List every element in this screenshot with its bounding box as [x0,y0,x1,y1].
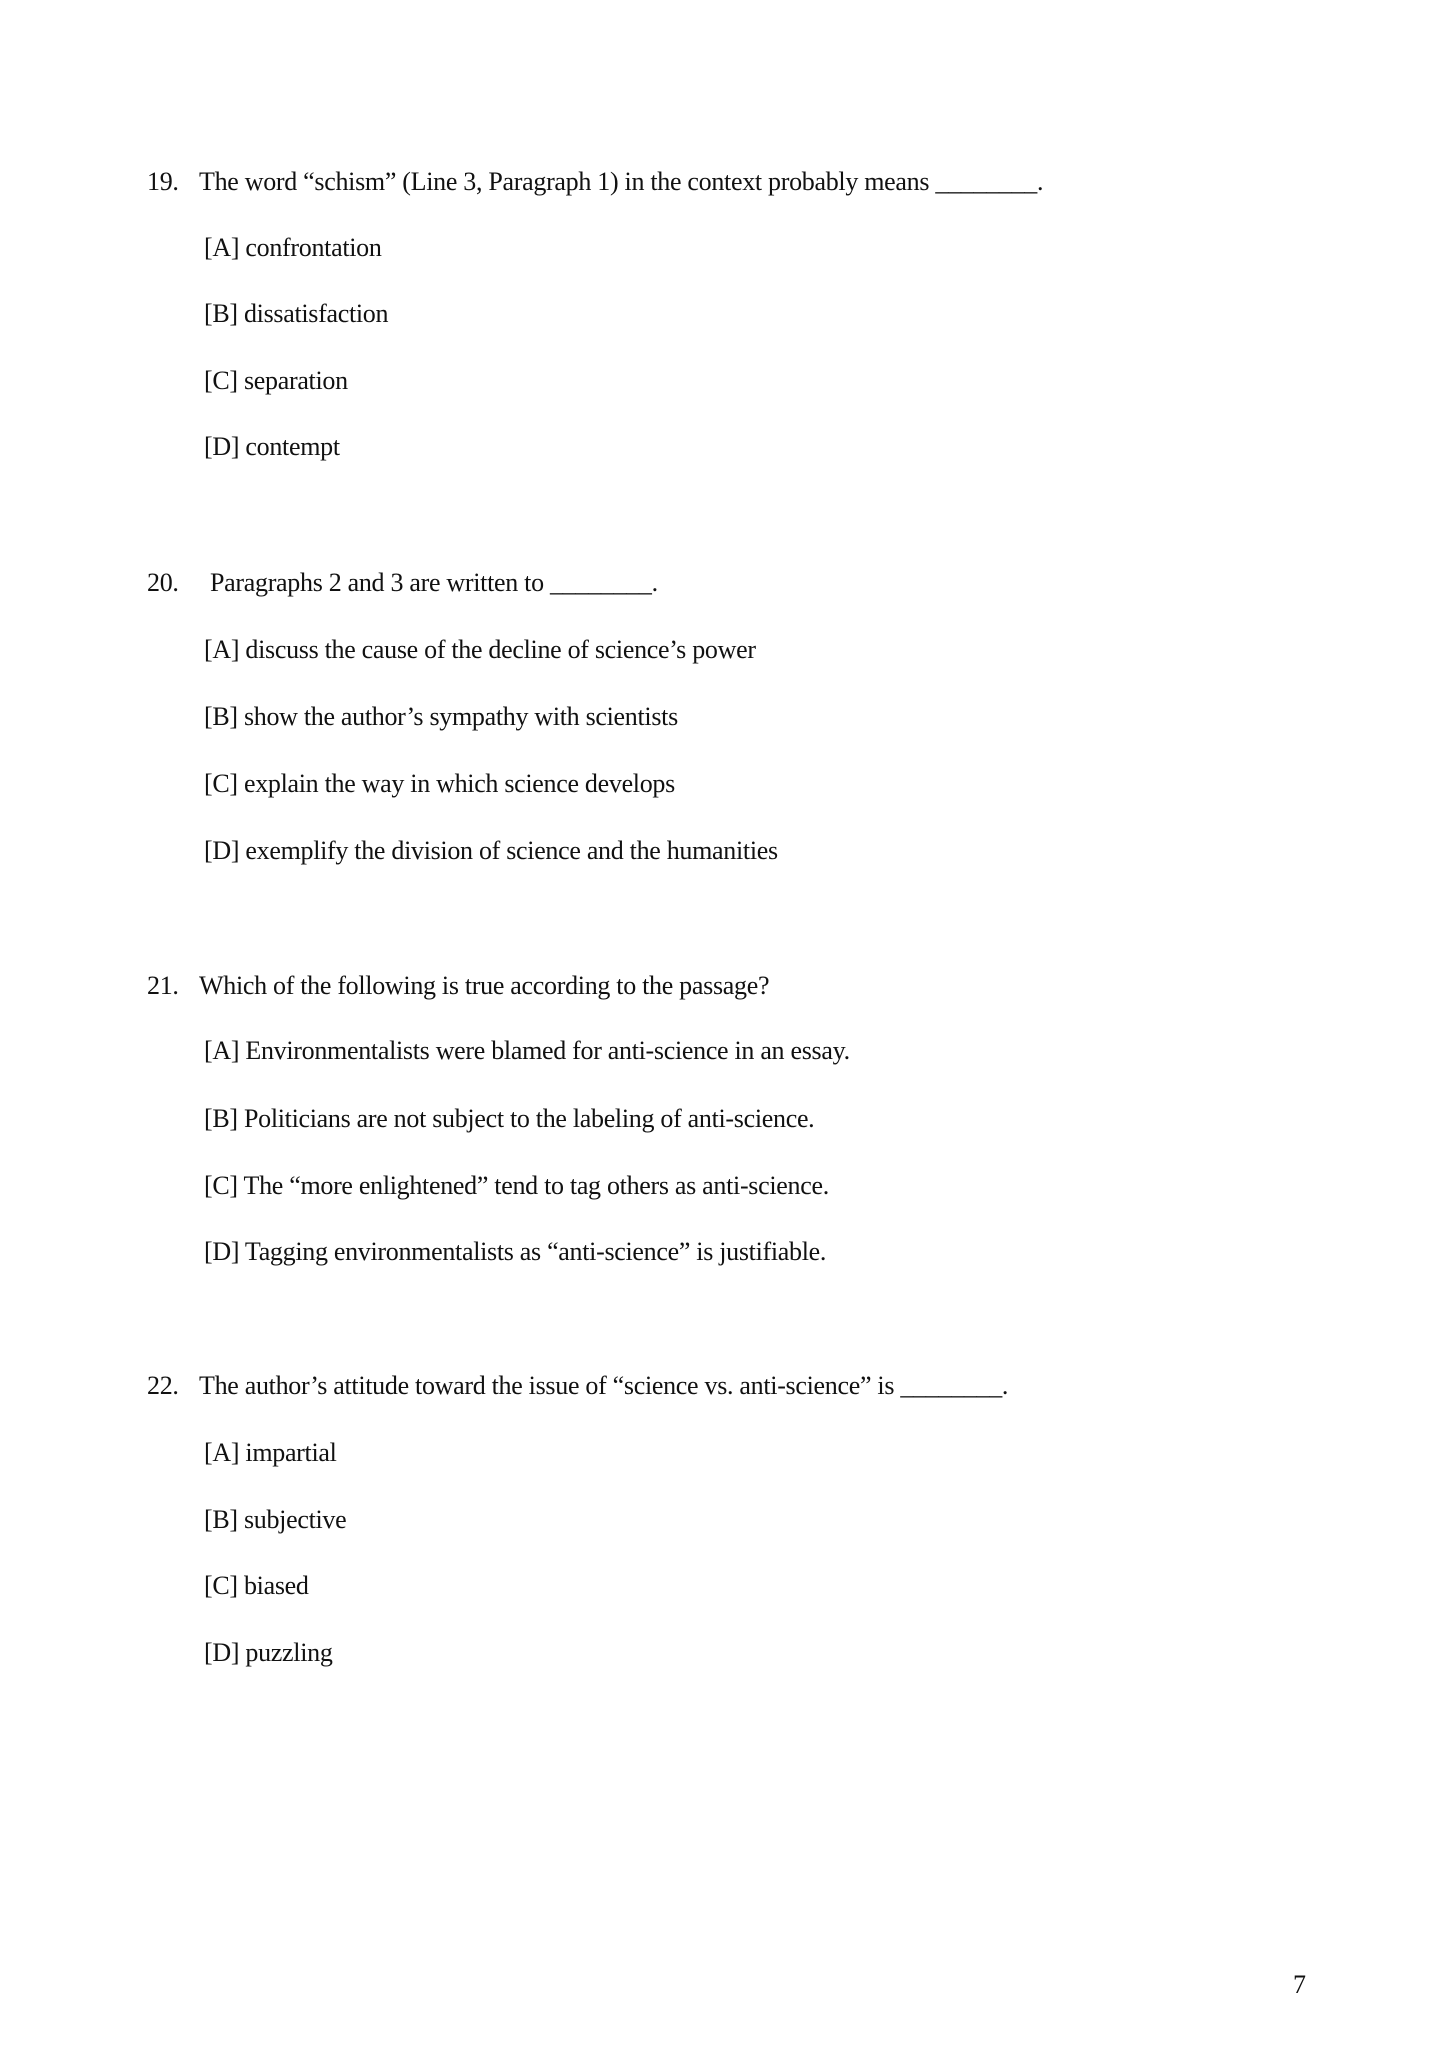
question-stem: Paragraphs 2 and 3 are written to ________. [210,568,658,597]
option-a: [A] Environmentalists were blamed for anti-science in an essay. [204,1036,850,1065]
option-b: [B] show the author’s sympathy with scientists [204,702,678,731]
question-number: 19. [147,167,179,196]
option-c: [C] The “more enlightened” tend to tag others as anti-science. [204,1171,829,1200]
option-a: [A] impartial [204,1438,337,1467]
option-d: [D] Tagging environmentalists as “anti-science” is justifiable. [204,1237,827,1266]
option-a: [A] discuss the cause of the decline of science’s power [204,635,756,664]
option-c: [C] separation [204,366,348,395]
option-c: [C] biased [204,1571,309,1600]
option-a: [A] confrontation [204,233,382,262]
option-c: [C] explain the way in which science develops [204,769,675,798]
question-stem: The word “schism” (Line 3, Paragraph 1) in the context probably means ________. [199,167,1044,196]
option-b: [B] subjective [204,1505,347,1534]
question-stem: The author’s attitude toward the issue of “science vs. anti-science” is ________. [199,1371,1009,1400]
option-d: [D] contempt [204,432,340,461]
option-d: [D] puzzling [204,1638,333,1667]
option-b: [B] dissatisfaction [204,299,389,328]
option-b: [B] Politicians are not subject to the labeling of anti-science. [204,1104,815,1133]
page-number: 7 [1293,1970,1306,1999]
option-d: [D] exemplify the division of science and the humanities [204,836,778,865]
question-stem: Which of the following is true according to the passage? [199,971,770,1000]
question-number: 21. [147,971,179,1000]
question-number: 22. [147,1371,179,1400]
question-number: 20. [147,568,179,597]
